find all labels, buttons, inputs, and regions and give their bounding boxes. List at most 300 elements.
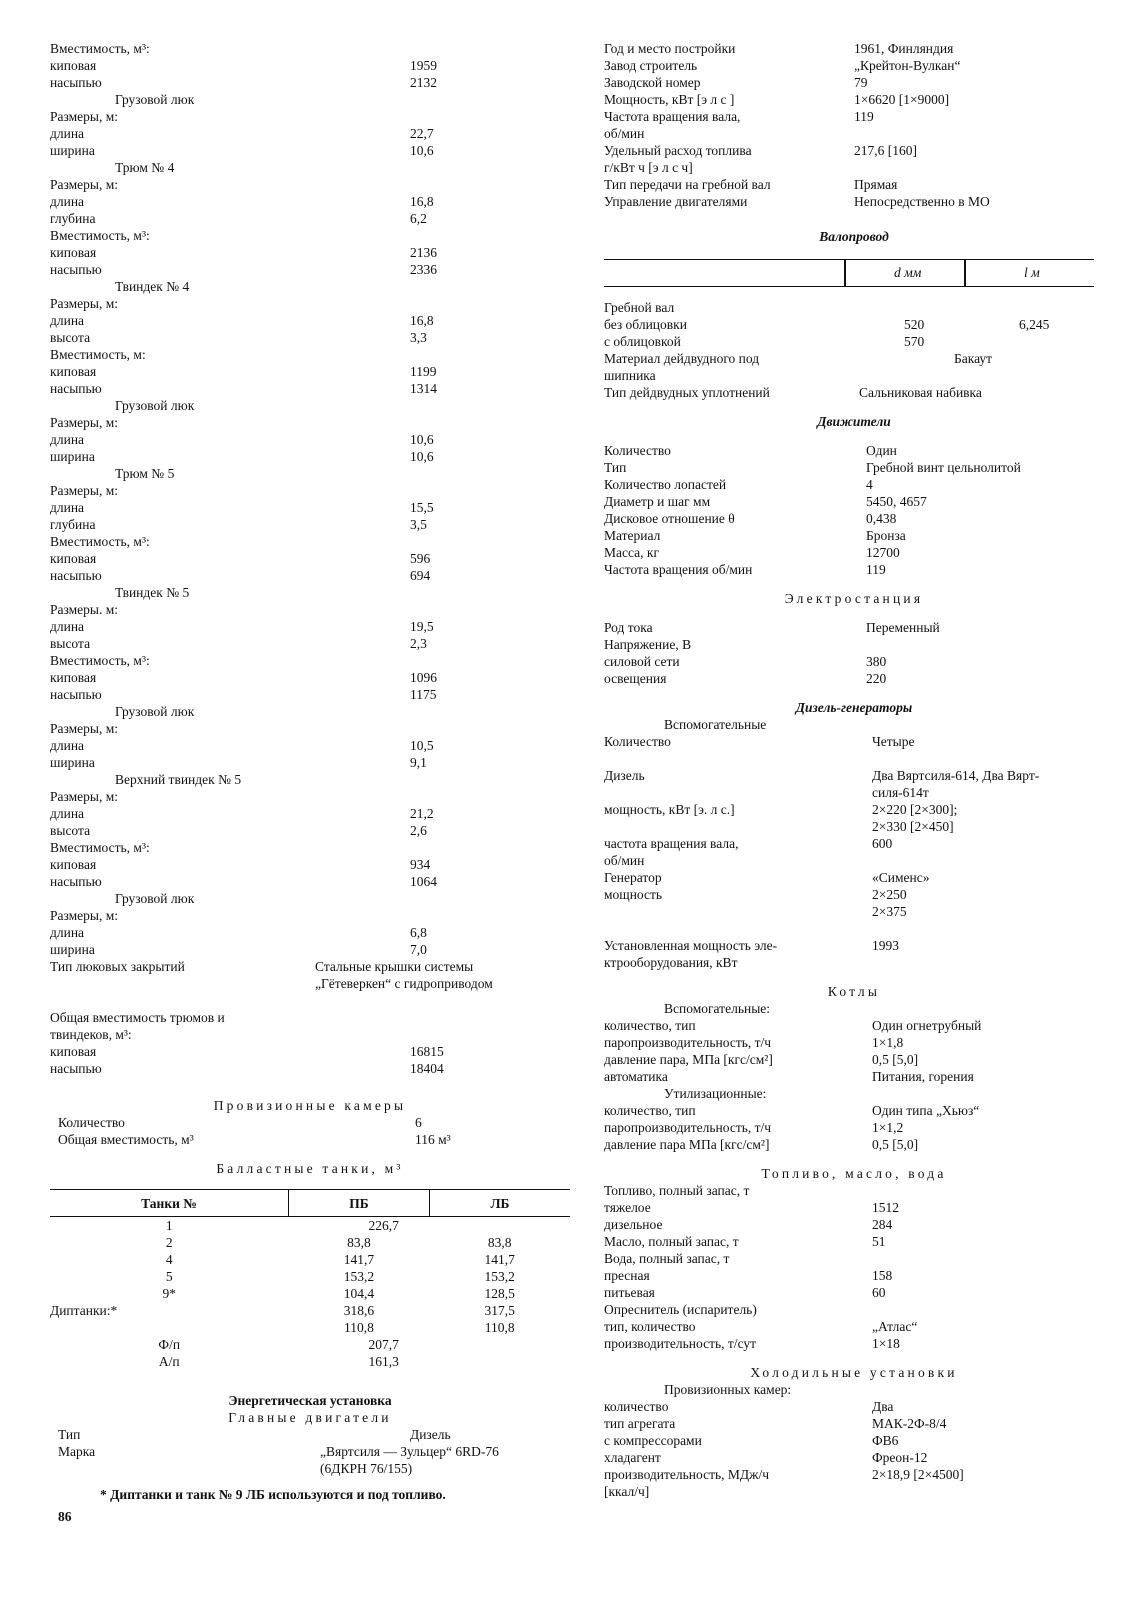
spec-value: „Гётеверкен“ с гидроприводом — [315, 976, 493, 991]
spec-value: Два — [872, 1399, 894, 1414]
spec-value: 10,6 — [410, 449, 434, 464]
spec-value: 2136 — [410, 245, 437, 260]
spec-row — [50, 975, 570, 992]
spec-row — [604, 619, 1104, 636]
spec-label: Масса, кг — [604, 545, 659, 560]
table-cell: 104,4 — [343, 1286, 375, 1301]
spec-label: частота вращения вала, — [604, 836, 739, 851]
gap — [604, 607, 1104, 619]
spec-value: Непосредственно в МО — [854, 194, 990, 209]
spec-label: киповая — [50, 670, 97, 685]
table-cell — [50, 1319, 288, 1336]
spec-row — [50, 1460, 570, 1477]
spec-value: (6ДКРН 76/155) — [320, 1461, 413, 1476]
spec-row — [604, 1301, 1104, 1318]
spec-label: Материал — [604, 528, 661, 543]
spec-label: Размеры, м: — [50, 483, 119, 498]
spec-label: глубина — [50, 211, 96, 226]
divider — [964, 260, 966, 286]
section-heading: Движители — [817, 414, 891, 429]
spec-row — [604, 1432, 1104, 1449]
spec-value: 10,5 — [410, 738, 434, 753]
spec-row — [604, 1000, 1104, 1017]
spec-value: 119 — [866, 562, 886, 577]
spec-label: производительность, МДж/ч — [604, 1467, 769, 1482]
spec-row — [604, 733, 1104, 750]
spec-label: пресная — [604, 1268, 650, 1283]
spec-value: 12700 — [866, 545, 900, 560]
spec-label: Установленная мощность эле- — [604, 938, 778, 953]
spec-label: длина — [50, 619, 85, 634]
spec-row — [50, 448, 570, 465]
spec-value: 1199 — [410, 364, 437, 379]
spec-row — [50, 142, 570, 159]
table-cell: 5 — [165, 1269, 173, 1284]
spec-value: 2×375 — [872, 904, 907, 919]
spec-value: 21,2 — [410, 806, 434, 821]
column-l: l м — [1024, 265, 1040, 280]
spec-label: Напряжение, В — [604, 637, 692, 652]
spec-value: 2×330 [2×450] — [872, 819, 954, 834]
spec-value: 0,5 [5,0] — [872, 1137, 919, 1152]
spec-label: об/мин — [604, 126, 645, 141]
spec-label: количество, тип — [604, 1103, 696, 1118]
table-cell: 317,5 — [484, 1303, 515, 1318]
gap — [50, 1148, 570, 1160]
table-row — [50, 1336, 570, 1353]
spec-value: 16815 — [410, 1044, 444, 1059]
section-heading: Провизионные камеры — [213, 1098, 407, 1113]
spec-label: длина — [50, 925, 85, 940]
spec-label: Размеры, м: — [50, 789, 119, 804]
spec-row — [50, 40, 570, 57]
spec-label: насыпью — [50, 75, 102, 90]
spec-row — [50, 720, 570, 737]
spec-label: Частота вращения вала, — [604, 109, 741, 124]
spec-row — [604, 1034, 1104, 1051]
spec-value: 1512 — [872, 1200, 899, 1215]
gap — [604, 1352, 1104, 1364]
spec-label: Вместимость, м³: — [50, 534, 150, 549]
spec-row — [604, 1216, 1104, 1233]
spec-label: ктрооборудования, кВт — [604, 955, 738, 970]
spec-value: 600 — [872, 836, 893, 851]
subheading: Утилизационные: — [664, 1086, 767, 1101]
spec-label: длина — [50, 126, 85, 141]
spec-value: 570 — [904, 334, 925, 349]
spec-value: 1×1,8 — [872, 1035, 904, 1050]
spec-row — [50, 193, 570, 210]
spec-row — [50, 992, 570, 1009]
subheading: Твиндек № 5 — [115, 585, 190, 600]
spec-row — [604, 716, 1104, 733]
spec-row — [604, 193, 1104, 210]
spec-label: насыпью — [50, 262, 102, 277]
spec-value: 4 — [866, 477, 873, 492]
spec-row — [604, 333, 1104, 350]
spec-row — [604, 920, 1104, 937]
spec-row — [604, 1085, 1104, 1102]
spec-row — [50, 805, 570, 822]
spec-row — [604, 1466, 1104, 1483]
spec-label: насыпью — [50, 874, 102, 889]
spec-value: 1961, Финляндия — [854, 41, 954, 56]
spec-row — [604, 442, 1104, 459]
spec-value: 2×250 — [872, 887, 907, 902]
spec-label: мощность, кВт [э. л с.] — [604, 802, 735, 817]
spec-value: 1×18 — [872, 1336, 900, 1351]
spec-row — [50, 822, 570, 839]
spec-label: насыпью — [50, 568, 102, 583]
spec-value: 220 — [866, 671, 887, 686]
spec-label: Тип дейдвудных уплотнений — [604, 385, 770, 400]
spec-label: Год и место постройки — [604, 41, 736, 56]
spec-value: 3,5 — [410, 517, 427, 532]
spec-row — [50, 703, 570, 720]
spec-label: Общая вместимость, м³ — [58, 1132, 194, 1147]
spec-label: киповая — [50, 58, 97, 73]
spec-label: об/мин — [604, 853, 645, 868]
spec-row — [604, 670, 1104, 687]
spec-value: 5450, 4657 — [866, 494, 927, 509]
table-cell: 141,7 — [484, 1252, 515, 1267]
section-heading: Котлы — [827, 984, 881, 999]
spec-row — [604, 1017, 1104, 1034]
spec-row — [604, 750, 1104, 767]
section-heading: Электростанция — [784, 591, 924, 606]
spec-row — [50, 91, 570, 108]
spec-value: 1175 — [410, 687, 437, 702]
spec-row — [604, 510, 1104, 527]
spec-row — [50, 295, 570, 312]
spec-row — [604, 108, 1104, 125]
spec-row — [50, 1026, 570, 1043]
spec-label: Масло, полный запас, т — [604, 1234, 739, 1249]
spec-label: количество — [604, 1399, 669, 1414]
section-heading: Балластные танки, м³ — [216, 1161, 404, 1176]
spec-row — [50, 125, 570, 142]
spec-value: МАК-2Ф-8/4 — [872, 1416, 947, 1431]
spec-row — [604, 1398, 1104, 1415]
spec-row — [50, 635, 570, 652]
table-cell: 110,8 — [484, 1320, 515, 1335]
spec-row — [604, 299, 1104, 316]
spec-value: Один — [866, 443, 897, 458]
spec-value: ФВ6 — [872, 1433, 899, 1448]
subheading: Твиндек № 4 — [115, 279, 190, 294]
spec-value: 1993 — [872, 938, 899, 953]
spec-label: паропроизводительность, т/ч — [604, 1035, 772, 1050]
spec-value: Питания, горения — [872, 1069, 974, 1084]
spec-label: Размеры. м: — [50, 602, 119, 617]
spec-value: Один огнетрубный — [872, 1018, 982, 1033]
spec-label: паропроизводительность, т/ч — [604, 1120, 772, 1135]
spec-row — [50, 958, 570, 975]
column-d: d мм — [894, 265, 922, 280]
spec-row — [50, 584, 570, 601]
right-column — [604, 40, 1104, 1500]
spec-value: 1314 — [410, 381, 437, 396]
section-heading: Дизель-генераторы — [795, 700, 913, 715]
spec-value: 1064 — [410, 874, 437, 889]
spec-value: Дизель — [410, 1427, 451, 1442]
spec-label: хладагент — [604, 1450, 661, 1465]
spec-value: 16,8 — [410, 194, 434, 209]
spec-label: ширина — [50, 942, 95, 957]
spec-row — [604, 57, 1104, 74]
spec-label: длина — [50, 313, 85, 328]
spec-value: 520 — [904, 317, 925, 332]
spec-row — [604, 636, 1104, 653]
spec-label: глубина — [50, 517, 96, 532]
spec-value: 19,5 — [410, 619, 434, 634]
spec-value: Один типа „Хьюз“ — [872, 1103, 980, 1118]
spec-row — [50, 414, 570, 431]
spec-row — [604, 937, 1104, 954]
spec-value: 16,8 — [410, 313, 434, 328]
gap — [50, 1370, 570, 1382]
spec-label: Заводской номер — [604, 75, 701, 90]
spec-value: Стальные крышки системы — [315, 959, 474, 974]
spec-value: Фреон-12 — [872, 1450, 928, 1465]
table-cell: 9* — [162, 1286, 176, 1301]
gap — [604, 687, 1104, 699]
spec-value: „Атлас“ — [872, 1319, 918, 1334]
spec-label: ширина — [50, 449, 95, 464]
spec-row — [50, 737, 570, 754]
table-cell: 83,8 — [347, 1235, 371, 1250]
spec-label: Вместимость, м³: — [50, 840, 150, 855]
spec-row — [604, 1335, 1104, 1352]
subheading: Трюм № 4 — [115, 160, 175, 175]
spec-row — [50, 431, 570, 448]
spec-label: Количество — [604, 443, 671, 458]
spec-row — [604, 954, 1104, 971]
spec-label: Тип передачи на гребной вал — [604, 177, 771, 192]
spec-label: Тип люковых закрытий — [50, 959, 185, 974]
table-row — [50, 1285, 570, 1302]
spec-label: освещения — [604, 671, 667, 686]
ballast-table — [50, 1189, 570, 1370]
spec-row — [604, 91, 1104, 108]
spec-row — [604, 493, 1104, 510]
spec-label: Дизель — [604, 768, 645, 783]
gap — [604, 287, 1104, 299]
spec-row — [50, 363, 570, 380]
spec-label: питьевая — [604, 1285, 655, 1300]
spec-label: с компрессорами — [604, 1433, 702, 1448]
gap — [604, 245, 1104, 257]
table-row — [50, 1217, 570, 1235]
spec-row — [604, 125, 1104, 142]
spec-row — [50, 278, 570, 295]
spec-value: Бронза — [866, 528, 906, 543]
spec-label: твиндеков, м³: — [50, 1027, 132, 1042]
spec-value: Прямая — [854, 177, 898, 192]
spec-row — [50, 533, 570, 550]
spec-label: производительность, т/сут — [604, 1336, 757, 1351]
subheading: Трюм № 5 — [115, 466, 175, 481]
spec-row — [604, 1250, 1104, 1267]
spec-value: 158 — [872, 1268, 893, 1283]
spec-value: Бакаут — [954, 351, 993, 366]
left-column — [50, 40, 570, 1477]
spec-row — [604, 835, 1104, 852]
spec-label: Марка — [58, 1444, 96, 1459]
spec-value: 934 — [410, 857, 431, 872]
spec-row — [604, 476, 1104, 493]
spec-row — [604, 350, 1104, 367]
spec-label: давление пара МПа [кгс/см²] — [604, 1137, 770, 1152]
spec-value: 22,7 — [410, 126, 434, 141]
spec-label: с облицовкой — [604, 334, 681, 349]
spec-row — [604, 40, 1104, 57]
spec-row — [604, 1284, 1104, 1301]
spec-label: Вода, полный запас, т — [604, 1251, 730, 1266]
spec-row — [604, 784, 1104, 801]
spec-value: 0,5 [5,0] — [872, 1052, 919, 1067]
spec-label: Гребной вал — [604, 300, 675, 315]
spec-label: Генератор — [604, 870, 662, 885]
spec-label: Общая вместимость трюмов и — [50, 1010, 225, 1025]
spec-row — [50, 176, 570, 193]
spec-row — [50, 108, 570, 125]
spec-label: киповая — [50, 857, 97, 872]
table-cell: 141,7 — [343, 1252, 375, 1267]
spec-value: 2,6 — [410, 823, 427, 838]
spec-row — [50, 924, 570, 941]
spec-label: длина — [50, 194, 85, 209]
spec-row — [604, 1381, 1104, 1398]
spec-row — [50, 618, 570, 635]
spec-label: длина — [50, 738, 85, 753]
spec-row — [604, 852, 1104, 869]
spec-value: Два Вяртсиля-614, Два Вярт- — [872, 768, 1040, 783]
table-row — [50, 1234, 570, 1251]
spec-value: 116 м³ — [415, 1132, 451, 1147]
table-row — [50, 1251, 570, 1268]
spec-row — [50, 516, 570, 533]
table-cell: 153,2 — [343, 1269, 375, 1284]
spec-row — [604, 384, 1104, 401]
section-heading: Холодильные установки — [750, 1365, 958, 1380]
spec-label: насыпью — [50, 687, 102, 702]
spec-value: 9,1 — [410, 755, 427, 770]
subheading: Грузовой люк — [115, 891, 195, 906]
spec-value: 284 — [872, 1217, 893, 1232]
spec-label: без облицовки — [604, 317, 687, 332]
spec-row — [50, 397, 570, 414]
spec-row — [50, 941, 570, 958]
footnote: * Диптанки и танк № 9 ЛБ используются и под топливо. — [100, 1487, 446, 1502]
spec-value: 217,6 [160] — [854, 143, 917, 158]
spec-value: 2132 — [410, 75, 437, 90]
subsection-heading: Главные двигатели — [228, 1410, 392, 1425]
spec-label: длина — [50, 500, 85, 515]
spec-label: Вместимость, м³: — [50, 653, 150, 668]
spec-row — [604, 142, 1104, 159]
table-cell: 161,3 — [368, 1354, 399, 1369]
spec-row — [604, 1233, 1104, 1250]
spec-label: тяжелое — [604, 1200, 651, 1215]
spec-label: Размеры, м: — [50, 721, 119, 736]
spec-row — [50, 890, 570, 907]
spec-value: Переменный — [866, 620, 940, 635]
spec-row — [50, 550, 570, 567]
spec-row — [604, 1199, 1104, 1216]
spec-value: Гребной винт цельнолитой — [866, 460, 1021, 475]
spec-label: Вместимость, м³: — [50, 41, 150, 56]
spec-value: 6,245 — [1019, 317, 1050, 332]
spec-value: 2×220 [2×300]; — [872, 802, 958, 817]
spec-value: 1096 — [410, 670, 437, 685]
spec-label: тип, количество — [604, 1319, 696, 1334]
spec-value: 10,6 — [410, 432, 434, 447]
spec-label: высота — [50, 636, 91, 651]
spec-row — [604, 527, 1104, 544]
spec-label: силовой сети — [604, 654, 680, 669]
spec-value: 6,2 — [410, 211, 427, 226]
spec-row — [50, 1060, 570, 1077]
spec-label: киповая — [50, 245, 97, 260]
gap — [50, 1077, 570, 1089]
spec-row — [50, 686, 570, 703]
table-row — [50, 1319, 570, 1336]
spec-row — [50, 346, 570, 363]
table-cell: 110,8 — [344, 1320, 374, 1335]
section-heading: Энергетическая установка — [228, 1393, 392, 1408]
spec-label: высота — [50, 823, 91, 838]
spec-row — [50, 771, 570, 788]
spec-value: 694 — [410, 568, 431, 583]
spec-row — [604, 1182, 1104, 1199]
spec-row — [604, 544, 1104, 561]
spec-label: Управление двигателями — [604, 194, 748, 209]
spec-row — [604, 74, 1104, 91]
table-cell: Диптанки:* — [50, 1303, 118, 1318]
table-row — [50, 1268, 570, 1285]
spec-row — [50, 482, 570, 499]
spec-value: 380 — [866, 654, 887, 669]
spec-row — [50, 754, 570, 771]
spec-row — [604, 561, 1104, 578]
spec-label: Опреснитель (испаритель) — [604, 1302, 757, 1317]
spec-label: шипника — [604, 368, 656, 383]
table-row — [50, 1302, 570, 1319]
spec-row — [604, 767, 1104, 784]
gap — [604, 210, 1104, 222]
spec-label: тип агрегата — [604, 1416, 676, 1431]
table-cell: 153,2 — [484, 1269, 515, 1284]
spec-label: киповая — [50, 364, 97, 379]
spec-row — [604, 801, 1104, 818]
spec-row — [50, 210, 570, 227]
spec-value: 7,0 — [410, 942, 427, 957]
spec-label: Вместимость, м³: — [50, 228, 150, 243]
table-cell: 128,5 — [484, 1286, 515, 1301]
spec-value: «Сименс» — [872, 870, 930, 885]
spec-value: 6,8 — [410, 925, 427, 940]
spec-row — [604, 1415, 1104, 1432]
spec-value: 2336 — [410, 262, 437, 277]
spec-row — [50, 567, 570, 584]
spec-label: Тип — [604, 460, 627, 475]
spec-value: „Вяртсиля — Зульцер“ 6RD-76 — [320, 1444, 499, 1459]
spec-label: дизельное — [604, 1217, 663, 1232]
spec-row — [50, 1131, 570, 1148]
table-cell: 2 — [165, 1235, 173, 1250]
subheading: Грузовой люк — [115, 92, 195, 107]
